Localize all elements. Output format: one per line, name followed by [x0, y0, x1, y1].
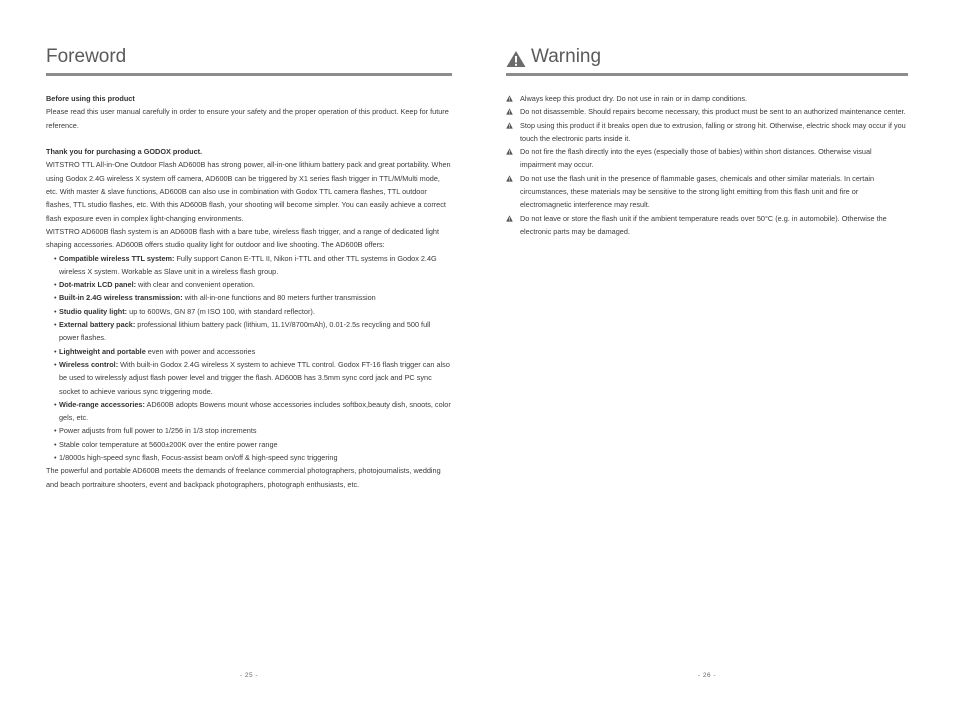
- foreword-heading: [46, 44, 452, 76]
- feature-text: with all-in-one functions and 80 meters further transmission: [182, 293, 376, 303]
- warning-triangle-icon: [506, 122, 513, 129]
- bullet-icon: •: [54, 359, 57, 369]
- closing-paragraph: The powerful and portable AD600B meets the demands of freelance commercial photographers, photojournalists, wedding and beach portraiture shooters, event and backpack photographers, photograph enthusiasts, etc.: [46, 466, 441, 489]
- warning-text: Do not leave or store the flash unit if the ambient temperature reads over 50°C (e.g. in automobile). Otherwise the electronic parts may be damaged.: [520, 213, 887, 236]
- page-number: - 26 -: [697, 672, 717, 679]
- warning-triangle-icon: [506, 108, 513, 115]
- warning-body: [506, 92, 908, 238]
- list-item: [506, 145, 908, 172]
- feature-label: Wireless control:: [59, 359, 119, 369]
- spacer: [46, 132, 452, 145]
- bullet-icon: •: [54, 280, 57, 290]
- feature-label: Dot-matrix LCD panel:: [59, 280, 137, 290]
- warning-text: Always keep this product dry. Do not use in rain or in damp conditions.: [520, 94, 747, 103]
- list-item: [46, 252, 452, 279]
- warning-triangle-icon: [506, 95, 513, 102]
- warning-text: Do not disassemble. Should repairs become necessary, this product must be sent to an authorized maintenance center.: [520, 107, 906, 117]
- intro-paragraph: WITSTRO AD600B flash system is an AD600B flash with a bare tube, wireless flash trigger, and a range of dedicated light shaping accessories. AD600B offers studio quality light for outdoor and live shooting. The AD600B offers:: [46, 226, 440, 250]
- list-item: [46, 451, 452, 464]
- feature-text: AD600B adopts Bowens mount whose accessories includes softbox,beauty dish, snoots, color gels, etc.: [59, 399, 451, 423]
- list-item: [46, 291, 452, 304]
- list-item: [46, 318, 452, 345]
- feature-label: Studio quality light:: [59, 306, 128, 316]
- warning-text: Do not use the flash unit in the presence of flammable gases, chemicals and other similar materials. In certain circumstances, these materials may be sensitive to the strong light emitting from this flash unit and fire or electromagnetic interference may result.: [520, 173, 875, 210]
- list-item: [506, 119, 908, 146]
- feature-label: Lightweight and portable: [59, 346, 146, 356]
- list-item: [506, 92, 908, 105]
- list-item: [46, 345, 452, 358]
- feature-text: even with power and accessories: [145, 346, 256, 356]
- feature-text: Power adjusts from full power to 1/256 in 1/3 stop increments: [59, 426, 257, 436]
- feature-text: Fully support Canon E-TTL II, Nikon i-TTL and other TTL systems in Godox 2.4G wireless X system. Workable as Slave unit in a wireless flash group.: [59, 253, 437, 276]
- feature-text: up to 600Ws, GN 87 (m ISO 100, with standard reflector).: [127, 306, 315, 316]
- warning-text: Stop using this product if it breaks open due to extrusion, falling or strong hit. Otherwise, electric shock may occur if you touch the electronic parts inside it.: [520, 120, 906, 143]
- right-page: [506, 0, 908, 714]
- list-item: [46, 424, 452, 437]
- warning-triangle-icon: [506, 148, 513, 155]
- thanks-heading: Thank you for purchasing a GODOX product.: [46, 147, 203, 157]
- bullet-icon: •: [54, 453, 57, 463]
- page-title: Warning: [531, 46, 602, 67]
- page-number: - 25 -: [239, 672, 259, 679]
- bullet-icon: •: [54, 346, 57, 356]
- feature-label: Wide-range accessories:: [59, 399, 145, 409]
- left-page: [46, 0, 452, 714]
- list-item: [46, 305, 452, 318]
- page-title: Foreword: [46, 46, 127, 67]
- list-item: [46, 438, 452, 451]
- bullet-icon: •: [54, 399, 57, 409]
- warning-heading: [506, 44, 908, 76]
- warning-text: Do not fire the flash directly into the eyes (especially those of babies) within short distances. Otherwise visual impairment may occur.: [520, 147, 872, 170]
- list-item: [46, 358, 452, 398]
- list-item: [46, 278, 452, 291]
- warning-list: [506, 92, 908, 238]
- feature-text: 1/8000s high-speed sync flash, Focus-assist beam on/off & high-speed sync triggering: [59, 453, 338, 463]
- intro-paragraph: WITSTRO TTL All-in-One Outdoor Flash AD600B has strong power, all-in-one lithium battery pack and great portability. When using Godox 2.4G wireless X system off camera, AD600B can be triggered by X1 series flash trigger in TTL/M/Multi mode, etc. With master & slave functions, AD600B can also use in combination with Godox TTL camera flashes, TTL outdoor flashes, TTL studio flashes, etc. With this AD600B flash, your shooting will become simpler. You can easily achieve a correct flash exposure even in complex light-changing environments.: [46, 160, 451, 223]
- feature-text: With built-in Godox 2.4G wireless X system to achieve TTL control. Godox FT-16 flash trigger can also be used to wirelessly adjust flash power level and trigger the flash. AD600B has 3.5mm sync cord jack and PC sync socket to achieve various sync triggering mode.: [59, 359, 450, 396]
- bullet-icon: •: [54, 306, 57, 316]
- feature-label: External battery pack:: [59, 320, 136, 330]
- feature-text: Stable color temperature at 5600±200K over the entire power range: [59, 439, 278, 449]
- list-item: [506, 212, 908, 239]
- feature-list: [46, 252, 452, 465]
- feature-label: Built-in 2.4G wireless transmission:: [59, 293, 183, 303]
- bullet-icon: •: [54, 253, 57, 263]
- bullet-icon: •: [54, 320, 57, 330]
- feature-text: professional lithium battery pack (lithium, 11.1V/8700mAh), 0.01-2.5s recycling and 500 full power flashes.: [59, 320, 431, 343]
- list-item: [506, 172, 908, 212]
- warning-triangle-icon: [506, 50, 526, 68]
- foreword-body: [46, 92, 452, 491]
- bullet-icon: •: [54, 426, 57, 436]
- list-item: [46, 398, 452, 425]
- feature-text: with clear and convenient operation.: [136, 280, 255, 290]
- before-text: Please read this user manual carefully in order to ensure your safety and the proper operation of this product. Keep for future reference.: [46, 107, 449, 130]
- bullet-icon: •: [54, 439, 57, 449]
- bullet-icon: •: [54, 293, 57, 303]
- feature-label: Compatible wireless TTL system:: [59, 253, 175, 263]
- warning-triangle-icon: [506, 175, 513, 182]
- warning-triangle-icon: [506, 215, 513, 222]
- list-item: [506, 105, 908, 118]
- before-heading: Before using this product: [46, 94, 135, 103]
